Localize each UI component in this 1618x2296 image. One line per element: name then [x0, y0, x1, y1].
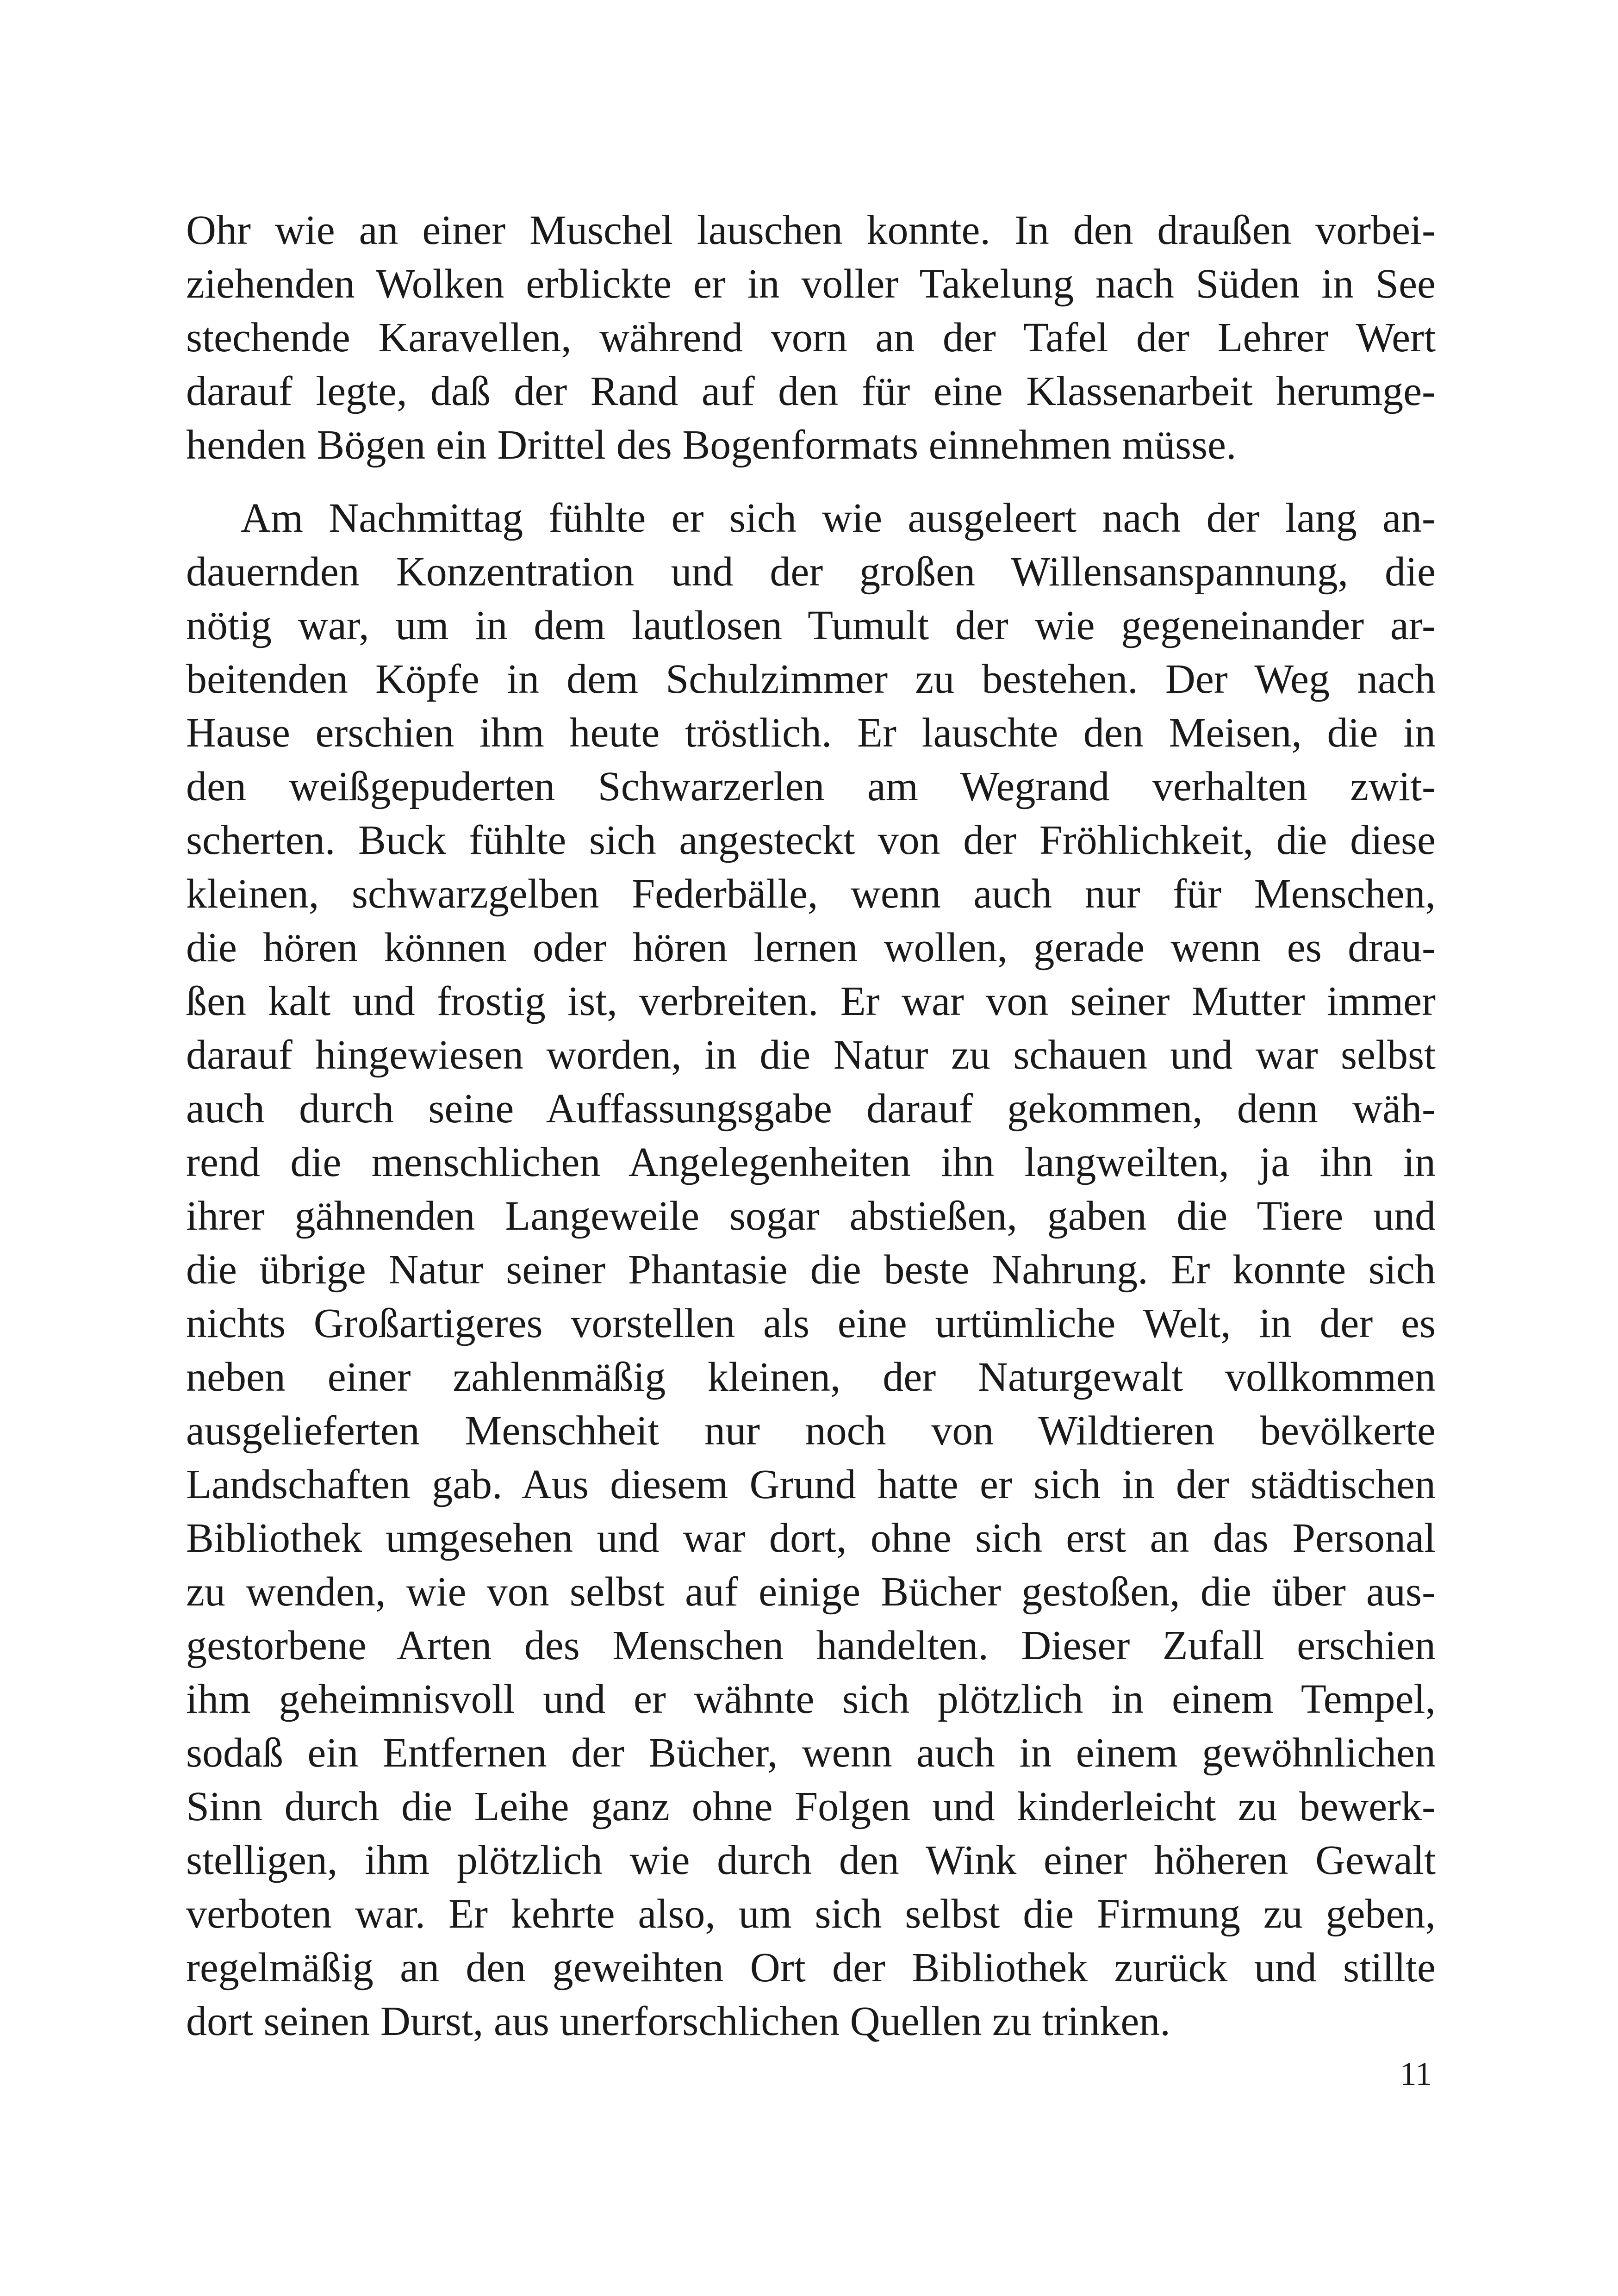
- text-line: beitenden Köpfe in dem Schulzimmer zu bestehen. Der Weg nach: [186, 656, 1436, 702]
- text-line: ihm geheimnisvoll und er wähnte sich plötzlich in einem Tempel,: [186, 1676, 1436, 1722]
- text-line: henden Bögen ein Drittel des Bogenformats einnehmen müsse.: [186, 422, 1237, 468]
- body-text: [186, 204, 1436, 2048]
- text-line: scherten. Buck fühlte sich angesteckt von der Fröhlichkeit, die diese: [186, 817, 1436, 863]
- text-line: darauf legte, daß der Rand auf den für eine Klassenarbeit herumge-: [186, 368, 1436, 414]
- text-line: stelligen, ihm plötzlich wie durch den Wink einer höheren Gewalt: [186, 1837, 1436, 1883]
- text-line: stechende Karavellen, während vorn an der Tafel der Lehrer Wert: [186, 315, 1436, 361]
- text-line: rend die menschlichen Angelegenheiten ihn langweilten, ja ihn in: [186, 1139, 1436, 1185]
- page-number: 11: [1400, 2055, 1432, 2092]
- text-line: ihrer gähnenden Langeweile sogar abstießen, gaben die Tiere und: [186, 1193, 1436, 1239]
- text-line: die übrige Natur seiner Phantasie die beste Nahrung. Er konnte sich: [186, 1247, 1436, 1293]
- text-line: Bibliothek umgesehen und war dort, ohne sich erst an das Personal: [186, 1515, 1436, 1561]
- text-line: zu wenden, wie von selbst auf einige Bücher gestoßen, die über aus-: [186, 1569, 1436, 1615]
- text-line: Sinn durch die Leihe ganz ohne Folgen und kinderleicht zu bewerk-: [186, 1784, 1436, 1829]
- text-line: auch durch seine Auffassungsgabe darauf gekommen, denn wäh-: [186, 1086, 1436, 1132]
- text-line: Landschaften gab. Aus diesem Grund hatte er sich in der städtischen: [186, 1462, 1436, 1507]
- text-line: die hören können oder hören lernen wollen, gerade wenn es drau-: [186, 925, 1436, 971]
- text-line: sodaß ein Entfernen der Bücher, wenn auch in einem gewöhnlichen: [186, 1730, 1436, 1776]
- text-line: darauf hingewiesen worden, in die Natur zu schauen und war selbst: [186, 1032, 1436, 1078]
- text-line: kleinen, schwarzgelben Federbälle, wenn auch nur für Menschen,: [186, 871, 1436, 917]
- text-line: den weißgepuderten Schwarzerlen am Wegrand verhalten zwit-: [186, 764, 1436, 809]
- text-line: dauernden Konzentration und der großen Willensanspannung, die: [186, 549, 1436, 595]
- text-line: gestorbene Arten des Menschen handelten. Dieser Zufall erschien: [186, 1623, 1436, 1668]
- text-line: neben einer zahlenmäßig kleinen, der Naturgewalt vollkommen: [186, 1354, 1436, 1400]
- text-line: Am Nachmittag fühlte er sich wie ausgeleert nach der lang an-: [241, 495, 1436, 541]
- text-line: ßen kalt und frostig ist, verbreiten. Er war von seiner Mutter immer: [186, 978, 1436, 1024]
- text-line: nötig war, um in dem lautlosen Tumult der wie gegeneinander ar-: [186, 603, 1436, 648]
- text-line: nichts Großartigeres vorstellen als eine urtümliche Welt, in der es: [186, 1300, 1436, 1346]
- text-line: dort seinen Durst, aus unerforschlichen Quellen zu trinken.: [186, 1998, 1170, 2044]
- paragraph-gap: [186, 472, 1436, 492]
- text-line: Hause erschien ihm heute tröstlich. Er lauschte den Meisen, die in: [186, 710, 1436, 756]
- paragraph: [186, 204, 1436, 472]
- text-line: ausgelieferten Menschheit nur noch von Wildtieren bevölkerte: [186, 1408, 1436, 1454]
- paragraph: [186, 492, 1436, 2048]
- text-line: verboten war. Er kehrte also, um sich selbst die Firmung zu geben,: [186, 1891, 1436, 1937]
- text-line: Ohr wie an einer Muschel lauschen konnte. In den draußen vorbei-: [186, 207, 1436, 253]
- text-line: regelmäßig an den geweihten Ort der Bibliothek zurück und stillte: [186, 1945, 1436, 1991]
- text-line: ziehenden Wolken erblickte er in voller Takelung nach Süden in See: [186, 261, 1436, 307]
